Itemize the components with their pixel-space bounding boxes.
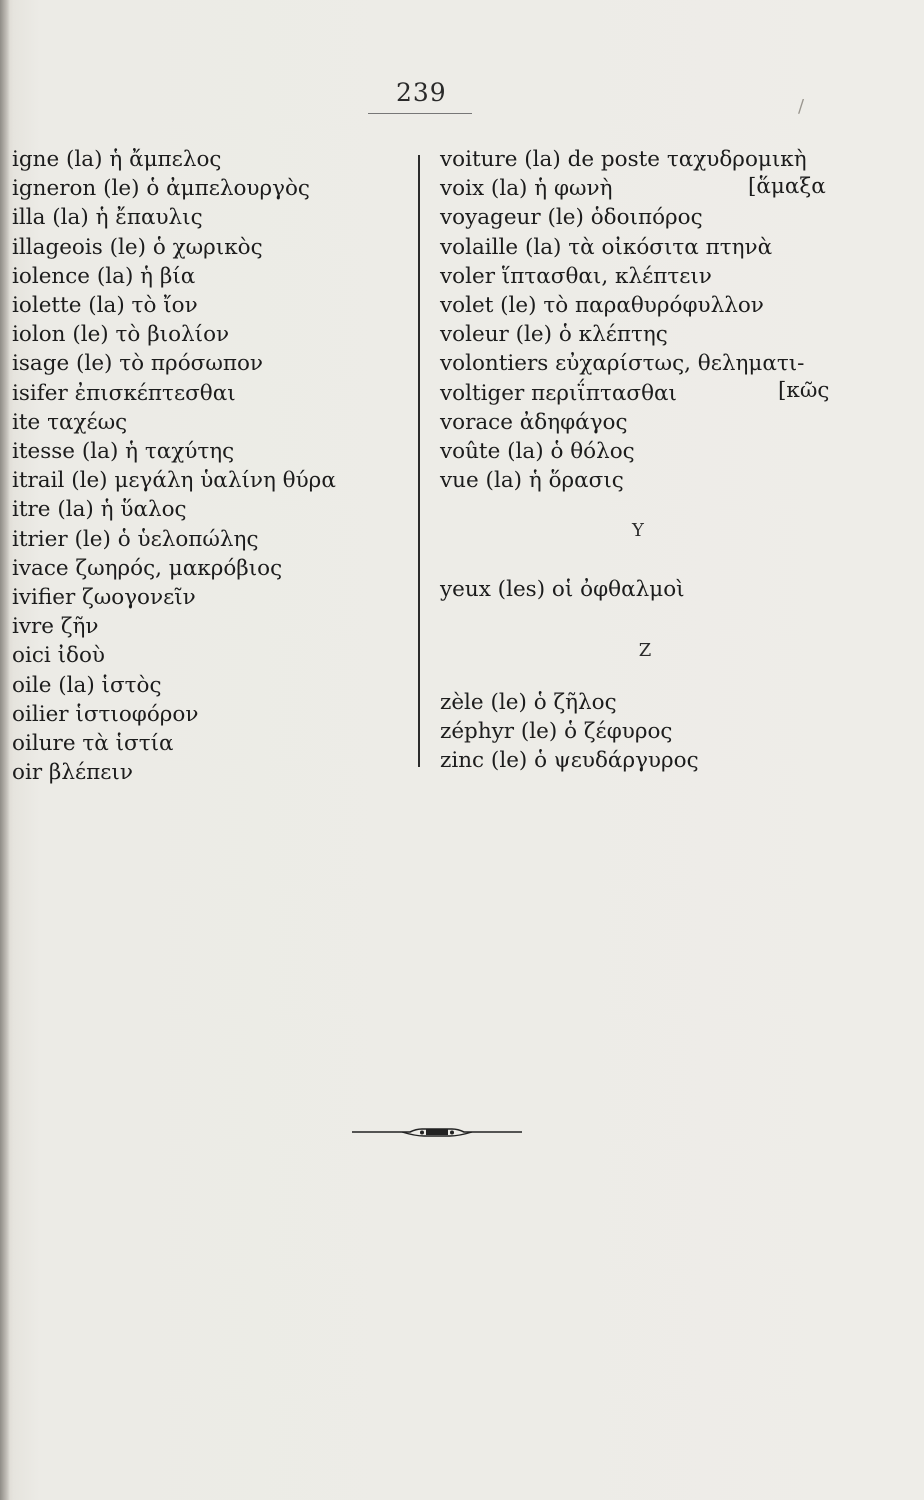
line-continuation: [ἅμαξα [748,174,826,199]
margin-mark: / [798,96,805,117]
page-number-rule [368,113,472,114]
dictionary-entry: oilier ἱστιοφόρον [12,701,199,727]
dictionary-entry: itrier (le) ὁ ὑελοπώλης [12,526,259,552]
section-z-entries [440,688,699,776]
line-continuation: [κῶς [778,378,830,403]
dictionary-entry: illageois (le) ὁ χωρικὸς [12,234,263,260]
dictionary-entry: isifer ἐπισκέπτεσθαι [12,380,236,406]
dictionary-entry: voleur (le) ὁ κλέπτης [440,322,668,348]
dictionary-entry: voler ἵπτασθαι, κλέπτειν [440,263,712,289]
dictionary-entry: ivace ζωηρός, μακρόβιος [12,555,283,581]
dictionary-entry: volontiers εὐχαρίστως, θεληματι- [440,351,805,377]
dictionary-entry: oile (la) ἱστὸς [12,672,162,698]
dictionary-entry: ivre ζῆν [12,614,99,640]
dictionary-entry: itre (la) ἡ ὕαλος [12,497,187,523]
dictionary-entry: zéphyr (le) ὁ ζέφυρος [440,719,673,745]
dictionary-entry: oilure τὰ ἱστία [12,731,174,757]
dictionary-entry: voûte (la) ὁ θόλος [440,439,635,465]
dictionary-entry: voiture (la) de poste ταχυδρομικὴ [440,147,807,172]
dictionary-entry: ite ταχέως [12,409,128,435]
dictionary-entry: volet (le) τὸ παραθυρόφυλλον [440,293,764,319]
dictionary-entry: illa (la) ἡ ἔπαυλις [12,205,203,231]
left-column [12,145,336,787]
dictionary-entry: zèle (le) ὁ ζῆλος [440,690,617,715]
dictionary-entry: oici ἰδοὺ [12,643,105,669]
dictionary-entry: zinc (le) ὁ ψευδάργυρος [440,748,699,774]
dictionary-entry: itrail (le) μεγάλη ὑαλίνη θύρα [12,468,336,494]
dictionary-entry: yeux (les) οἱ ὀφθαλμοὶ [440,577,685,602]
dictionary-entry: igne (la) ἡ ἄμπελος [12,147,222,172]
dictionary-entry: iolon (le) τὸ βιολίον [12,322,230,348]
dictionary-entry: volaille (la) τὰ οἰκόσιτα πτηνὰ [440,234,773,260]
dictionary-entry: itesse (la) ἡ ταχύτης [12,439,235,465]
dictionary-entry: oir βλέπειν [12,760,133,786]
section-y-entries [440,575,685,604]
dictionary-entry: voltiger περιΐπτασθαι [440,380,677,406]
dictionary-entry: isage (le) τὸ πρόσωπον [12,351,263,377]
section-heading-z: Z [638,640,652,661]
page-number: 239 [396,78,447,107]
dictionary-entry: vue (la) ἡ ὅρασις [440,468,624,494]
dictionary-entry: ivifier ζωογονεῖν [12,585,196,611]
dictionary-entry: voyageur (le) ὁδοιπόρος [440,205,703,231]
dictionary-entry: vorace ἀδηφάγος [440,409,628,435]
dictionary-entry: igneron (le) ὁ ἀμπελουργὸς [12,176,310,202]
section-heading-y: Y [632,520,644,541]
column-divider [418,155,420,767]
dictionary-entry: iolence (la) ἡ βία [12,263,196,289]
dictionary-entry: voix (la) ἡ φωνὴ [440,176,613,202]
dictionary-entry: iolette (la) τὸ ἴον [12,293,198,319]
book-spine-shadow [0,0,10,1500]
end-ornament [352,1121,522,1143]
